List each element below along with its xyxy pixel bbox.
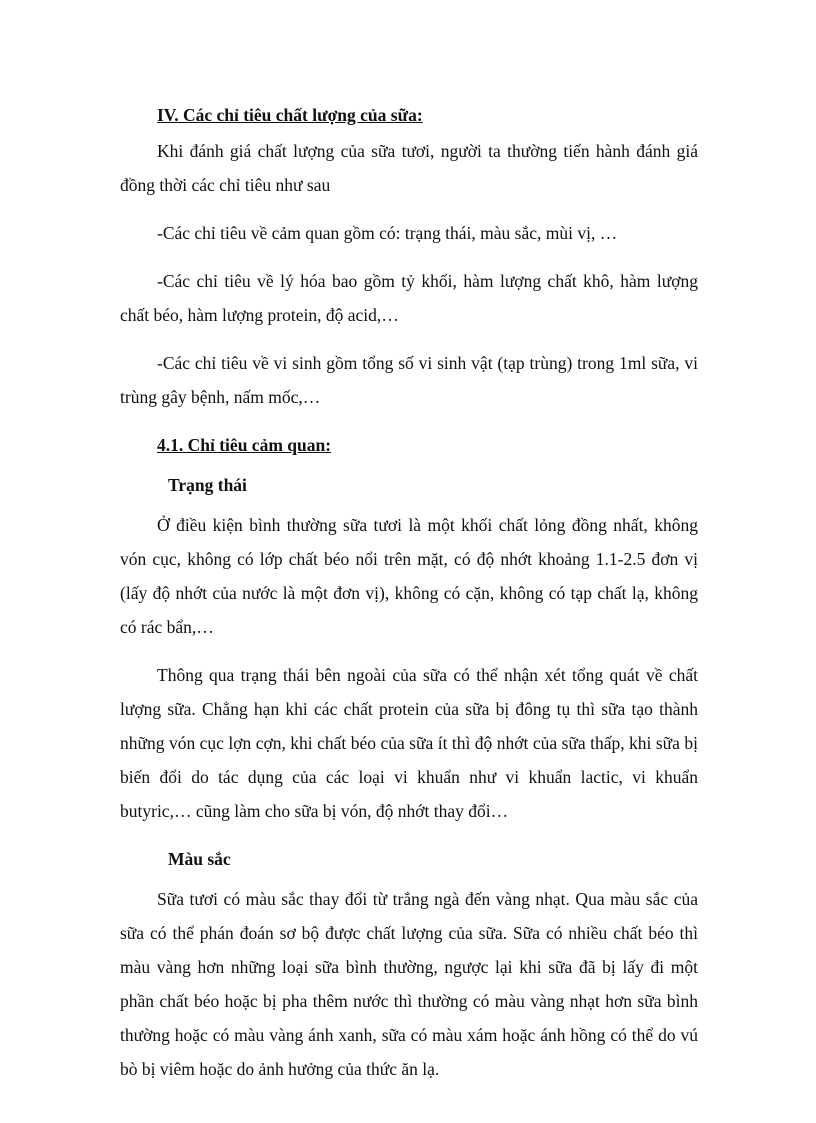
- criteria-sensory-item: -Các chỉ tiêu về cảm quan gồm có: trạng thái, màu sắc, mùi vị, …: [157, 223, 618, 243]
- criteria-microbiological-item: -Các chỉ tiêu về vi sinh gồm tổng số vi sinh vật (tạp trùng) trong 1ml sữa, vi trùng gây bệnh, nấm mốc,…: [120, 353, 698, 407]
- state-paragraph-1: Ở điều kiện bình thường sữa tươi là một khối chất lỏng đồng nhất, không vón cục, không có lớp chất béo nổi trên mặt, có độ nhớt khoảng 1.1-2.5 đơn vị (lấy độ nhớt của nước là một đơn vị), không có cặn, không có tạp chất lạ, không có rác bẩn,…: [120, 515, 698, 637]
- section-title: IV. Các chỉ tiêu chất lượng của sữa:: [157, 105, 423, 125]
- state-paragraph-2: Thông qua trạng thái bên ngoài của sữa có thể nhận xét tổng quát về chất lượng sữa. Chẳng hạn khi các chất protein của sữa bị đông tụ thì sữa tạo thành những vón cục lợn cợn, khi chất béo của sữa ít thì độ nhớt của sữa thấp, khi sữa bị biến đổi do tác dụng của các loại vi khuẩn như vi khuẩn lactic, vi khuẩn butyric,… cũng làm cho sữa bị vón, độ nhớt thay đổi…: [120, 665, 698, 821]
- state-heading: Trạng thái: [168, 475, 247, 495]
- page-content: [120, 98, 698, 1100]
- subsection-title: 4.1. Chỉ tiêu cảm quan:: [157, 435, 332, 455]
- color-paragraph-1: Sữa tươi có màu sắc thay đổi từ trắng ngà đến vàng nhạt. Qua màu sắc của sữa có thể phán đoán sơ bộ được chất lượng của sữa. Sữa có nhiều chất béo thì màu vàng hơn những loại sữa bình thường, ngược lại khi sữa đã bị lấy đi một phần chất béo hoặc bị pha thêm nước thì thường có màu vàng nhạt hơn sữa bình thường hoặc có màu vàng ánh xanh, sữa có màu xám hoặc ánh hồng có thể do vú bò bị viêm hoặc do ảnh hưởng của thức ăn lạ.: [120, 889, 698, 1079]
- color-heading: Màu sắc: [168, 849, 231, 869]
- criteria-physicochemical-item: -Các chỉ tiêu về lý hóa bao gồm tỷ khối, hàm lượng chất khô, hàm lượng chất béo, hàm lượng protein, độ acid,…: [120, 271, 698, 325]
- section-intro-paragraph: Khi đánh giá chất lượng của sữa tươi, người ta thường tiến hành đánh giá đồng thời các chỉ tiêu như sau: [120, 141, 698, 195]
